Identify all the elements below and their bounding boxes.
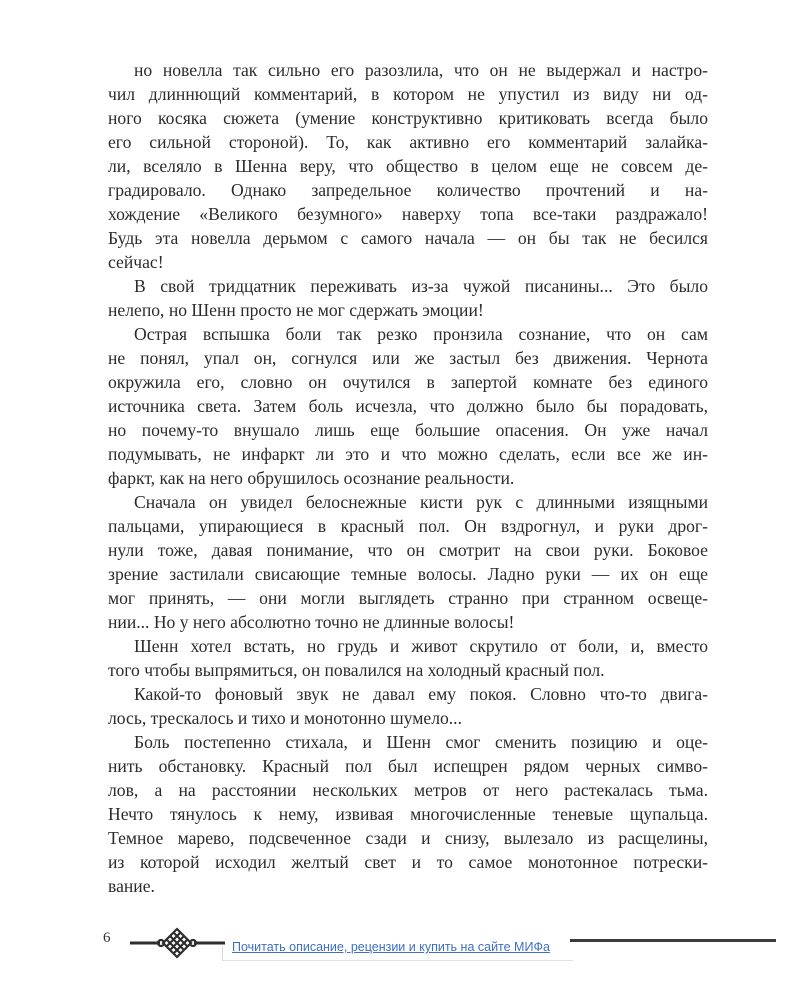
text-line: Боль постепенно стихала, и Шенн смог сменить позицию и оце- — [134, 732, 708, 752]
text-line: Шенн хотел встать, но грудь и живот скрутило от боли, и, вместо — [134, 636, 708, 656]
text-line: зрение застилали свисающие темные волосы. Ладно руки — их он еще — [108, 564, 708, 584]
text-line: нули тоже, давая понимание, что он смотрит на свои руки. Боковое — [108, 540, 708, 560]
text-line: фаркт, как на него обрушилось осознание реальности. — [108, 468, 515, 488]
text-line: лось, трескалось и тихо и монотонно шумело... — [108, 708, 462, 728]
text-line: лов, а на расстоянии нескольких метров от него растекалась тьма. — [108, 780, 708, 800]
text-line: Сначала он увидел белоснежные кисти рук с длинными изящными — [134, 492, 708, 512]
paragraph — [108, 274, 708, 322]
body-text — [108, 58, 708, 898]
text-line: нить обстановку. Красный пол был испещрен рядом черных симво- — [108, 756, 708, 776]
paragraph — [108, 322, 708, 490]
text-line: но почему-то внушало лишь еще большие опасения. Он уже начал — [108, 420, 708, 440]
text-line: окружила его, словно он очутился в запертой комнате без единого — [108, 372, 708, 392]
text-line: но новелла так сильно его разозлила, что он не выдержал и настро- — [134, 60, 708, 80]
paragraph — [108, 490, 708, 634]
text-line: В свой тридцатник переживать из-за чужой писанины... Это было — [134, 276, 708, 296]
paragraph — [108, 730, 708, 898]
text-line: нии... Но у него абсолютно точно не длинные волосы! — [108, 612, 515, 632]
text-line: пальцами, упирающиеся в красный пол. Он вздрогнул, и руки дрог- — [108, 516, 708, 536]
text-line: Острая вспышка боли так резко пронзила сознание, что он сам — [134, 324, 708, 344]
text-line: Будь эта новелла дерьмом с самого начала — он бы так не бесился — [108, 228, 708, 248]
text-line: градировало. Однако запредельное количество прочтений и на- — [108, 180, 708, 200]
text-line: ного косяка сюжета (умение конструктивно критиковать всегда было — [108, 108, 708, 128]
text-line: его сильной стороной). То, как активно его комментарий залайка- — [108, 132, 708, 152]
text-line: хождение «Великого безумного» наверху топа все-таки раздражало! — [108, 204, 708, 224]
text-line: вание. — [108, 876, 155, 896]
footer-rule — [570, 939, 776, 942]
text-line: источника света. Затем боль исчезла, что должно было бы порадовать, — [108, 396, 708, 416]
text-line: Какой-то фоновый звук не давал ему покоя. Словно что-то двига- — [134, 684, 708, 704]
text-line: подумывать, не инфаркт ли это и что можно сделать, если все же ин- — [108, 444, 708, 464]
page-number: 6 — [103, 930, 111, 946]
page-footer — [0, 920, 800, 980]
text-line: нелепо, но Шенн просто не мог сдержать эмоции! — [108, 300, 484, 320]
text-line: из которой исходил желтый свет и то самое монотонное потрески- — [108, 852, 708, 872]
paragraph — [108, 682, 708, 730]
buy-on-mif-link[interactable]: Почитать описание, рецензии и купить на сайте МИФа — [232, 940, 550, 954]
paragraph — [108, 58, 708, 274]
endless-knot-ornament-icon — [130, 926, 225, 960]
text-line: мог принять, — они могли выглядеть странно при странном освеще- — [108, 588, 708, 608]
text-line: Нечто тянулось к нему, извивая многочисленные теневые щупальца. — [108, 804, 708, 824]
text-line: того чтобы выпрямиться, он повалился на холодный красный пол. — [108, 660, 605, 680]
text-line: сейчас! — [108, 252, 164, 272]
text-line: не понял, упал он, согнулся или же застыл без движения. Чернота — [108, 348, 708, 368]
text-line: ли, вселяло в Шенна веру, что общество в целом еще не совсем де- — [108, 156, 708, 176]
paragraph — [108, 634, 708, 682]
text-line: чил длиннющий комментарий, в котором не упустил из виду ни од- — [108, 84, 708, 104]
text-line: Темное марево, подсвеченное сзади и снизу, вылезало из расщелины, — [108, 828, 708, 848]
